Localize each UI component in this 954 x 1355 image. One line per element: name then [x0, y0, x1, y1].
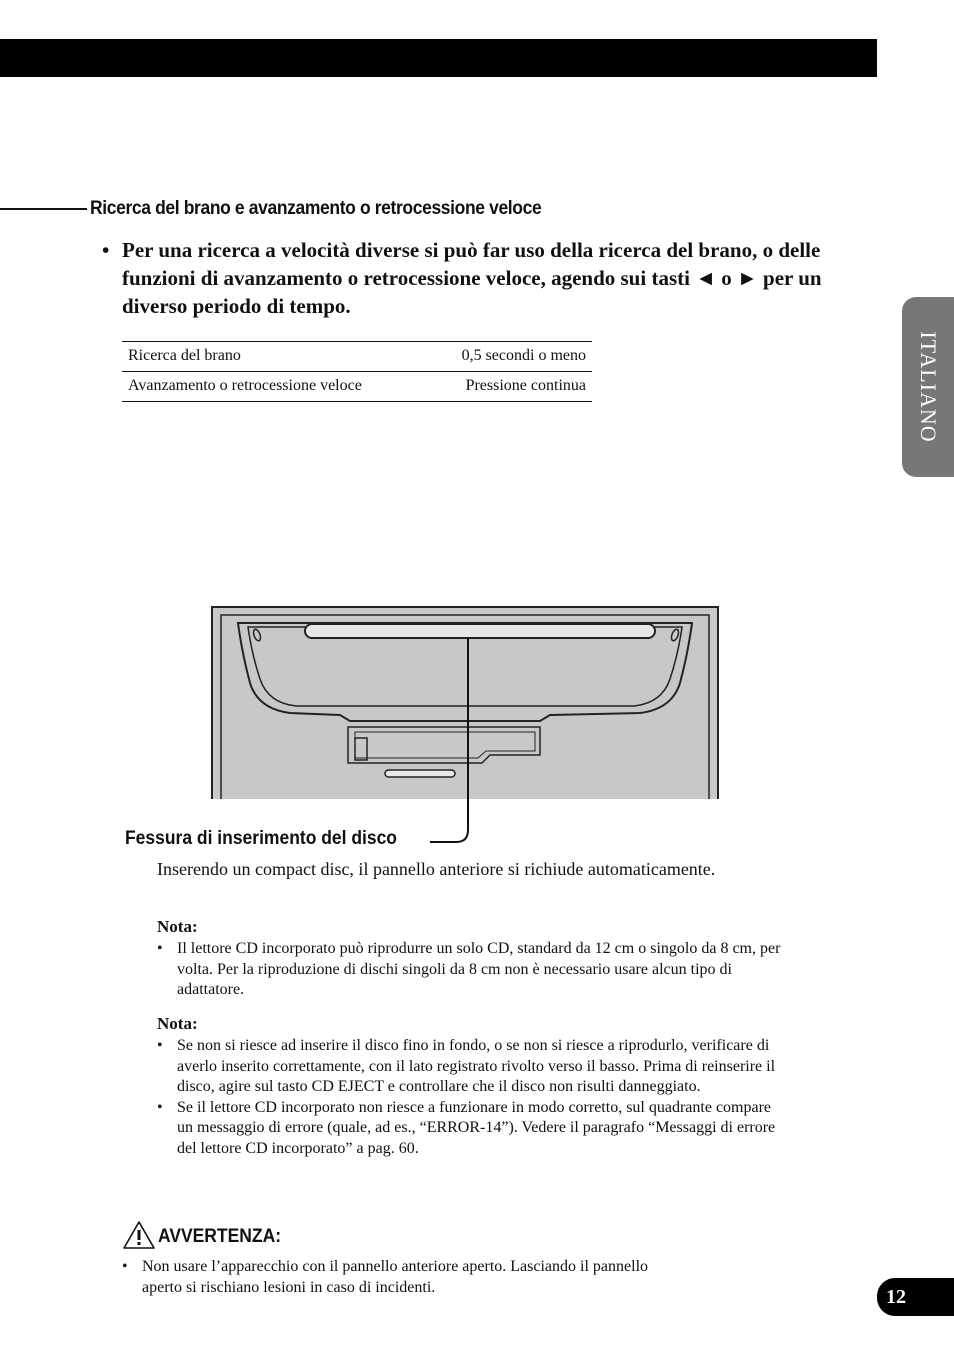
- cd-slot-illustration: [210, 605, 722, 855]
- page-number: 12: [877, 1278, 954, 1316]
- callout-description: Inserendo un compact disc, il pannello anteriore si richiude automaticamente.: [157, 859, 716, 879]
- section-heading: Ricerca del brano e avanzamento o retrocessione veloce: [90, 198, 542, 219]
- nota-list: [157, 939, 787, 1001]
- list-item: • Se il lettore CD incorporato non riesce a funzionare in modo corretto, sul quadrante compare un messaggio di errore (quale, ad es., “ERROR-14”). Vedere il paragrafo “Messaggi di errore del lettore CD incorporato” a pag. 60.: [157, 1098, 787, 1160]
- table-cell-duration: 0,5 secondi o meno: [424, 342, 592, 372]
- warning-triangle-icon: [122, 1220, 156, 1250]
- main-bullet-text: Per una ricerca a velocità diverse si può far uso della ricerca del brano, o delle funzioni di avanzamento o retrocessione veloce, agendo sui tasti ◄ o ► per un diverso periodo di tempo.: [122, 238, 822, 318]
- table-cell-duration: Pressione continua: [424, 372, 592, 402]
- warning-list: [122, 1257, 662, 1298]
- spec-table: [122, 341, 592, 402]
- list-item: • Se non si riesce ad inserire il disco fino in fondo, o se non si riesce a riprodurlo, verificare di averlo inserito correttamente, con il lato registrato rivolto verso il basso. Prima di reinserire il disco, agire sul tasto CD EJECT e controllare che il disco non risulti danneggiato.: [157, 1036, 787, 1098]
- main-bullet: [102, 236, 822, 320]
- list-item: • Il lettore CD incorporato può riprodurre un solo CD, standard da 12 cm o singolo da 8 cm, per volta. Per la riproduzione di dischi singoli da 8 cm non è necessario usare alcun tipo di adattatore.: [157, 939, 787, 1001]
- nota-label: Nota:: [157, 1014, 198, 1033]
- section-rule: [0, 208, 87, 210]
- callout-label: Fessura di inserimento del disco: [125, 828, 398, 849]
- language-tab: [902, 297, 954, 477]
- header-bar: [0, 39, 877, 77]
- table-cell-function: Avanzamento o retrocessione veloce: [122, 372, 424, 402]
- table-cell-function: Ricerca del brano: [122, 342, 424, 372]
- nota-list: [157, 1036, 787, 1159]
- nota-label: Nota:: [157, 917, 198, 936]
- table-row: [122, 342, 592, 372]
- table-row: [122, 372, 592, 402]
- list-item: • Non usare l’apparecchio con il pannello anteriore aperto. Lasciando il pannello aperto si rischiano lesioni in caso di incidenti.: [122, 1257, 662, 1298]
- language-tab-label: ITALIANO: [916, 331, 941, 443]
- warning-label: AVVERTENZA:: [158, 1226, 282, 1247]
- bullet-dot: •: [102, 238, 110, 262]
